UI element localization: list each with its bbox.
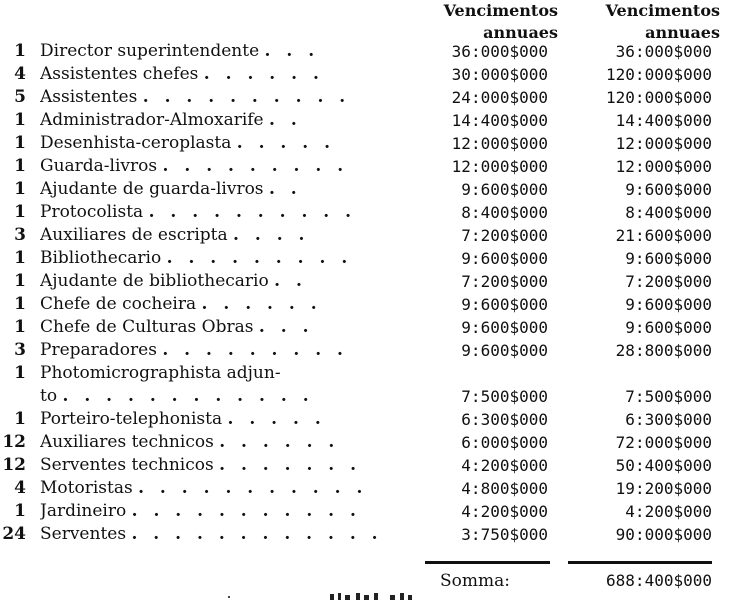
position-title-cell xyxy=(40,270,410,293)
sum-rule-left xyxy=(425,561,550,564)
position-title: Assistentes xyxy=(40,87,138,107)
table-row xyxy=(0,385,731,408)
position-title: Guarda-livros xyxy=(40,156,158,176)
leader-dots: . . . . . . . . . xyxy=(162,156,349,176)
leader-dots: . . . . . . . . . xyxy=(166,248,353,268)
table-row xyxy=(0,63,731,86)
unit-salary: 7:200$000 xyxy=(461,226,548,245)
table-row xyxy=(0,270,731,293)
position-title-cell xyxy=(40,224,410,247)
leader-dots: . . . xyxy=(258,317,314,337)
column-header-line2: annuaes xyxy=(645,23,720,42)
leader-dots: . . . . . xyxy=(236,133,336,153)
leader-dots: . . . . . . . . . . . . xyxy=(131,524,383,544)
position-title-cell xyxy=(40,247,410,270)
column-header-line2: annuaes xyxy=(483,23,558,42)
total-salary: 7:500$000 xyxy=(625,387,712,406)
leader-dots: . . . . . . . . . . . . xyxy=(62,386,314,406)
total-salary: 50:400$000 xyxy=(615,456,712,475)
total-salary: 120:000$000 xyxy=(606,65,712,84)
staff-count: 12 xyxy=(2,455,26,475)
column-header-line1: Vencimentos xyxy=(443,1,558,20)
position-title: Chefe de cocheira xyxy=(40,294,197,314)
position-title-cell xyxy=(40,523,410,546)
unit-salary: 12:000$000 xyxy=(451,157,548,176)
cropped-footer-text-fragment xyxy=(0,592,731,600)
position-title: Preparadores xyxy=(40,340,157,360)
position-title: Chefe de Culturas Obras xyxy=(40,317,254,337)
leader-dots: . . . . . . xyxy=(203,64,324,84)
unit-salary: 3:750$000 xyxy=(461,525,548,544)
total-salary: 6:300$000 xyxy=(625,410,712,429)
total-salary: 9:600$000 xyxy=(625,249,712,268)
position-title: Auxiliares de escripta xyxy=(40,225,228,245)
total-label: Somma: xyxy=(440,571,510,591)
table-row xyxy=(0,109,731,132)
leader-dots: . . . . . xyxy=(227,409,326,429)
sum-rule-right xyxy=(568,561,712,564)
leader-dots: . . . . . . . . . xyxy=(162,340,348,360)
staff-count: 1 xyxy=(14,248,26,268)
position-title: Director superintendente xyxy=(40,41,260,61)
total-salary: 8:400$000 xyxy=(625,203,712,222)
total-salary: 9:600$000 xyxy=(625,295,712,314)
total-salary: 19:200$000 xyxy=(615,479,712,498)
staff-count: 3 xyxy=(14,340,26,360)
total-salary: 36:000$000 xyxy=(615,42,712,61)
position-title-cell xyxy=(40,408,410,431)
total-salary: 120:000$000 xyxy=(606,88,712,107)
leader-dots: . . . . . . . xyxy=(219,455,362,475)
table-row xyxy=(0,523,731,546)
total-salary: 14:400$000 xyxy=(615,111,712,130)
column-header-line1: Vencimentos xyxy=(605,1,720,20)
table-row xyxy=(0,132,731,155)
position-title-cell xyxy=(40,362,410,385)
table-row xyxy=(0,155,731,178)
unit-salary: 12:000$000 xyxy=(451,134,548,153)
staff-count: 24 xyxy=(2,524,26,544)
leader-dots: . . . . . . xyxy=(219,432,340,452)
total-salary: 9:600$000 xyxy=(625,180,712,199)
position-title-cell xyxy=(40,293,410,316)
position-title-cell xyxy=(40,500,410,523)
table-row xyxy=(0,224,731,247)
table-row xyxy=(0,408,731,431)
unit-salary: 7:500$000 xyxy=(461,387,548,406)
total-salary: 28:800$000 xyxy=(615,341,712,360)
unit-salary: 9:600$000 xyxy=(461,249,548,268)
total-salary: 12:000$000 xyxy=(615,134,712,153)
total-salary: 9:600$000 xyxy=(625,318,712,337)
position-title-cell xyxy=(40,132,410,155)
position-title: Desenhista-ceroplasta xyxy=(40,133,232,153)
unit-salary: 30:000$000 xyxy=(451,65,548,84)
staff-count: 1 xyxy=(14,41,26,61)
staff-count: 1 xyxy=(14,294,26,314)
position-title-cell xyxy=(40,316,410,339)
total-salary: 21:600$000 xyxy=(615,226,712,245)
table-row xyxy=(0,86,731,109)
table-row xyxy=(0,431,731,454)
unit-salary: 9:600$000 xyxy=(461,341,548,360)
unit-salary: 9:600$000 xyxy=(461,318,548,337)
leader-dots: . . . . . . . . . . . xyxy=(138,478,368,498)
position-title: to xyxy=(40,386,58,406)
total-salary: 90:000$000 xyxy=(615,525,712,544)
staff-count: 4 xyxy=(14,64,26,84)
total-salary: 4:200$000 xyxy=(625,502,712,521)
table-row xyxy=(0,339,731,362)
position-title: Assistentes chefes xyxy=(40,64,199,84)
unit-salary: 8:400$000 xyxy=(461,203,548,222)
table-row xyxy=(0,500,731,523)
position-title-cell xyxy=(40,178,410,201)
position-title-cell xyxy=(40,339,410,362)
position-title: Motoristas xyxy=(40,478,133,498)
leader-dots: . . xyxy=(274,271,307,291)
table-row xyxy=(0,477,731,500)
unit-salary: 24:000$000 xyxy=(451,88,548,107)
position-title: Porteiro-telephonista xyxy=(40,409,223,429)
unit-salary: 9:600$000 xyxy=(461,295,548,314)
staff-count: 1 xyxy=(14,156,26,176)
unit-salary: 4:800$000 xyxy=(461,479,548,498)
position-title: Serventes xyxy=(40,524,127,544)
staff-count: 5 xyxy=(14,87,26,107)
position-title: Photomicrographista adjun- xyxy=(40,363,281,383)
table-row xyxy=(0,362,731,385)
position-title-cell xyxy=(40,477,410,500)
position-title: Jardineiro xyxy=(40,501,127,521)
staff-count: 1 xyxy=(14,271,26,291)
staff-count: 12 xyxy=(2,432,26,452)
position-title-cell xyxy=(40,385,410,408)
table-row xyxy=(0,40,731,63)
leader-dots: . . . . . . xyxy=(201,294,322,314)
leader-dots: . . . . . . . . . . . xyxy=(131,501,361,521)
position-title-cell xyxy=(40,40,410,63)
total-salary: 12:000$000 xyxy=(615,157,712,176)
position-title: Ajudante de guarda-livros xyxy=(40,179,264,199)
position-title-cell xyxy=(40,454,410,477)
total-salary: 72:000$000 xyxy=(615,433,712,452)
table-row xyxy=(0,178,731,201)
leader-dots: . . . xyxy=(264,41,320,61)
column-header-annual-salary-1 xyxy=(400,0,558,44)
position-title: Auxiliares technicos xyxy=(40,432,214,452)
staff-count: 1 xyxy=(14,317,26,337)
leader-dots: . . . . . . . . . . xyxy=(148,202,357,222)
leader-dots: . . . . xyxy=(233,225,310,245)
leader-dots: . . xyxy=(268,179,302,199)
unit-salary: 36:000$000 xyxy=(451,42,548,61)
table-row xyxy=(0,454,731,477)
staff-count: 1 xyxy=(14,409,26,429)
position-title-cell xyxy=(40,155,410,178)
staff-count: 3 xyxy=(14,225,26,245)
unit-salary: 6:000$000 xyxy=(461,433,548,452)
staff-salary-table xyxy=(0,40,731,546)
position-title-cell xyxy=(40,201,410,224)
position-title-cell xyxy=(40,63,410,86)
unit-salary: 7:200$000 xyxy=(461,272,548,291)
total-salary: 7:200$000 xyxy=(625,272,712,291)
staff-count: 1 xyxy=(14,179,26,199)
staff-count: 1 xyxy=(14,363,26,383)
unit-salary: 6:300$000 xyxy=(461,410,548,429)
staff-count: 1 xyxy=(14,202,26,222)
unit-salary: 4:200$000 xyxy=(461,456,548,475)
total-value: 688:400$000 xyxy=(606,571,712,590)
staff-count: 1 xyxy=(14,133,26,153)
column-header-annual-salary-2 xyxy=(560,0,720,44)
position-title: Administrador-Almoxarife xyxy=(40,110,264,130)
leader-dots: . . . . . . . . . . xyxy=(142,87,351,107)
unit-salary: 9:600$000 xyxy=(461,180,548,199)
position-title: Ajudante de bibliothecario xyxy=(40,271,269,291)
unit-salary: 14:400$000 xyxy=(451,111,548,130)
unit-salary: 4:200$000 xyxy=(461,502,548,521)
position-title: Bibliothecario xyxy=(40,248,162,268)
position-title-cell xyxy=(40,86,410,109)
staff-count: 1 xyxy=(14,501,26,521)
table-row xyxy=(0,293,731,316)
position-title-cell xyxy=(40,109,410,132)
leader-dots: . . xyxy=(269,110,302,130)
table-row xyxy=(0,247,731,270)
position-title-cell xyxy=(40,431,410,454)
staff-count: 1 xyxy=(14,110,26,130)
table-row xyxy=(0,316,731,339)
table-row xyxy=(0,201,731,224)
position-title: Serventes technicos xyxy=(40,455,214,475)
staff-count: 4 xyxy=(14,478,26,498)
position-title: Protocolista xyxy=(40,202,144,222)
